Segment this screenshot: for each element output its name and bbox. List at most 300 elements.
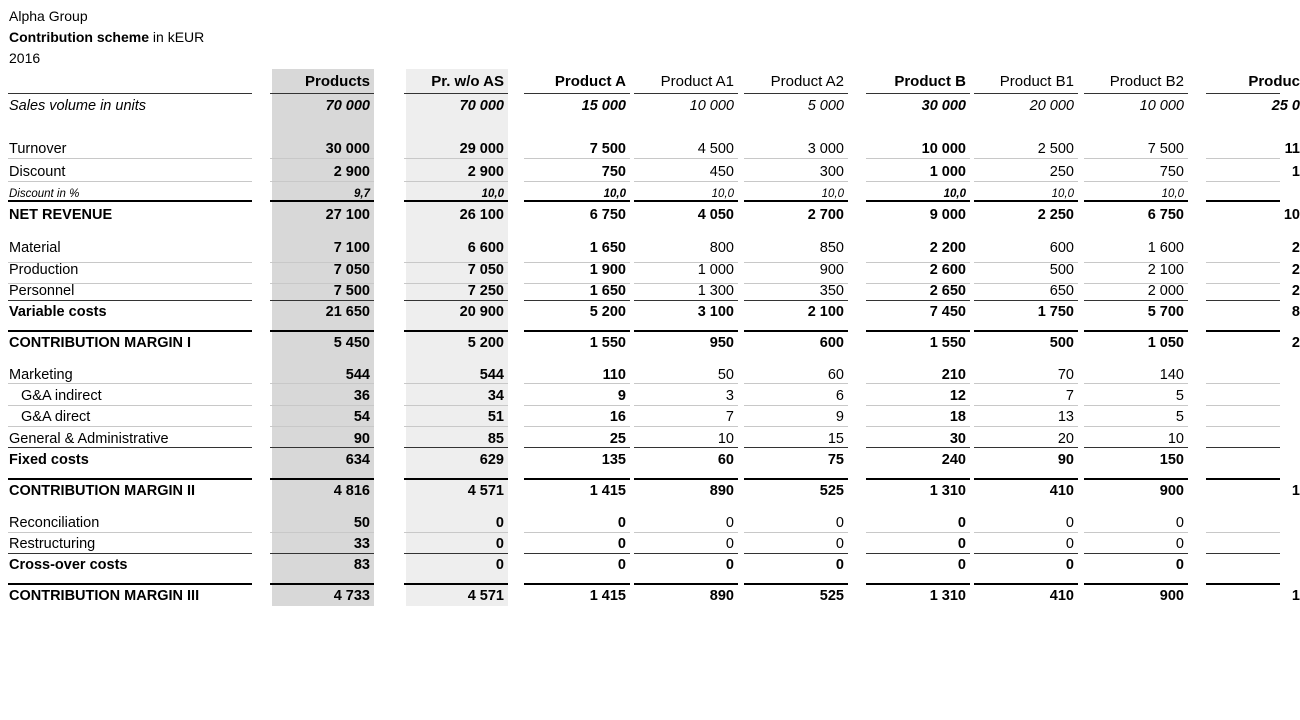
row-rule [1206, 447, 1280, 448]
row-label: CONTRIBUTION MARGIN II [9, 483, 196, 499]
row-rule [270, 478, 374, 480]
table-cell: 0 [835, 515, 844, 531]
table-cell: 1 [1291, 588, 1300, 604]
table-cell: 34 [487, 388, 504, 404]
row-rule [404, 330, 508, 332]
table-cell: 900 [1159, 483, 1184, 499]
row-rule [8, 383, 252, 384]
row-rule [8, 553, 252, 554]
table-cell: 650 [1049, 283, 1074, 299]
table-cell: 10 [1167, 431, 1184, 447]
table-cell: 1 900 [589, 262, 626, 278]
table-cell: 0 [1065, 515, 1074, 531]
table-cell: 2 250 [1037, 207, 1074, 223]
table-cell: 5 200 [467, 335, 504, 351]
table-cell: 890 [709, 483, 734, 499]
row-rule [8, 532, 252, 533]
table-cell: 2 [1291, 262, 1300, 278]
table-cell: 21 650 [325, 304, 370, 320]
table-cell: 890 [709, 588, 734, 604]
table-cell: 7 [725, 409, 734, 425]
table-cell: 0 [617, 515, 626, 531]
row-rule [1206, 262, 1280, 263]
table-cell: 50 [353, 515, 370, 531]
row-rule [1084, 283, 1188, 284]
table-cell: 1 750 [1037, 304, 1074, 320]
table-cell: 10,0 [1161, 188, 1184, 200]
row-rule [974, 181, 1078, 182]
table-cell: 900 [819, 262, 844, 278]
table-cell: 450 [709, 164, 734, 180]
table-cell: 4 816 [333, 483, 370, 499]
row-rule [974, 426, 1078, 427]
row-label: Turnover [9, 141, 67, 157]
table-cell: 5 200 [589, 304, 626, 320]
table-cell: 2 [1291, 283, 1300, 299]
row-rule [634, 405, 738, 406]
row-rule [8, 93, 252, 94]
table-cell: 1 550 [589, 335, 626, 351]
row-rule [866, 426, 970, 427]
table-cell: 750 [1159, 164, 1184, 180]
table-cell: 10,0 [711, 188, 734, 200]
table-cell: 10,0 [943, 188, 966, 200]
row-label: Sales volume in units [9, 98, 147, 114]
table-cell: 20 900 [459, 304, 504, 320]
table-cell: 0 [957, 557, 966, 573]
table-cell: 410 [1049, 588, 1074, 604]
row-rule [270, 532, 374, 533]
table-cell: 60 [717, 452, 734, 468]
row-rule [1084, 478, 1188, 480]
table-cell: 210 [941, 367, 966, 383]
table-cell: 1 310 [929, 483, 966, 499]
table-cell: 9 000 [929, 207, 966, 223]
row-rule [1206, 300, 1280, 301]
row-rule [404, 447, 508, 448]
row-rule [524, 447, 630, 448]
table-cell: 250 [1049, 164, 1074, 180]
row-rule [1084, 532, 1188, 533]
table-cell: 10 000 [689, 98, 734, 114]
row-rule [974, 553, 1078, 554]
table-cell: 15 000 [581, 98, 626, 114]
row-rule [1206, 405, 1280, 406]
table-cell: 500 [1049, 262, 1074, 278]
row-label: Fixed costs [9, 452, 89, 468]
row-rule [404, 262, 508, 263]
table-cell: 12 [949, 388, 966, 404]
table-cell: 1 [1291, 483, 1300, 499]
row-rule [634, 200, 738, 202]
row-label: Material [9, 240, 61, 256]
table-cell: 70 [1057, 367, 1074, 383]
report-title-bold: Contribution scheme [9, 29, 150, 45]
row-rule [524, 200, 630, 202]
row-rule [1084, 447, 1188, 448]
row-label: Cross-over costs [9, 557, 128, 573]
row-rule [524, 532, 630, 533]
table-cell: 90 [1057, 452, 1074, 468]
row-label: Marketing [9, 367, 73, 383]
table-cell: 7 500 [589, 141, 626, 157]
table-cell: 29 000 [459, 141, 504, 157]
row-rule [1084, 426, 1188, 427]
table-cell: 1 650 [589, 283, 626, 299]
row-rule [1206, 200, 1280, 202]
row-rule [8, 405, 252, 406]
row-rule [744, 181, 848, 182]
row-rule [744, 553, 848, 554]
row-rule [270, 583, 374, 585]
row-rule [744, 383, 848, 384]
row-rule [270, 383, 374, 384]
row-rule [974, 300, 1078, 301]
table-cell: 900 [1159, 588, 1184, 604]
table-cell: 18 [949, 409, 966, 425]
table-cell: 0 [1175, 557, 1184, 573]
row-rule [1206, 583, 1280, 585]
row-rule [8, 200, 252, 202]
table-cell: 2 500 [1037, 141, 1074, 157]
table-cell: 750 [601, 164, 626, 180]
row-rule [974, 262, 1078, 263]
table-cell: 150 [1159, 452, 1184, 468]
table-cell: 7 500 [333, 283, 370, 299]
row-rule [1084, 553, 1188, 554]
row-rule [404, 405, 508, 406]
row-rule [634, 553, 738, 554]
row-rule [8, 447, 252, 448]
table-cell: 300 [819, 164, 844, 180]
table-cell: 0 [495, 536, 504, 552]
report-title [9, 29, 204, 45]
table-cell: 3 100 [697, 304, 734, 320]
table-cell: 2 200 [929, 240, 966, 256]
row-rule [866, 330, 970, 332]
row-rule [1206, 553, 1280, 554]
row-rule [974, 583, 1078, 585]
row-rule [974, 405, 1078, 406]
table-cell: 2 900 [333, 164, 370, 180]
table-cell: 0 [495, 515, 504, 531]
table-cell: 70 000 [459, 98, 504, 114]
row-rule [744, 93, 848, 94]
row-rule [270, 262, 374, 263]
row-rule [1206, 283, 1280, 284]
row-rule [404, 426, 508, 427]
row-rule [974, 158, 1078, 159]
row-rule [270, 181, 374, 182]
table-cell: 16 [609, 409, 626, 425]
row-rule [524, 383, 630, 384]
table-cell: 0 [835, 536, 844, 552]
table-cell: 7 250 [467, 283, 504, 299]
row-rule [1084, 583, 1188, 585]
table-cell: 7 050 [333, 262, 370, 278]
table-cell: 0 [1175, 536, 1184, 552]
table-cell: 600 [1049, 240, 1074, 256]
table-cell: 5 000 [807, 98, 844, 114]
row-rule [744, 532, 848, 533]
row-rule [634, 330, 738, 332]
row-rule [866, 200, 970, 202]
table-cell: 4 733 [333, 588, 370, 604]
row-rule [634, 181, 738, 182]
row-rule [866, 181, 970, 182]
row-rule [1206, 330, 1280, 332]
column-header-1: Products [304, 73, 370, 90]
row-rule [1084, 200, 1188, 202]
row-rule [270, 405, 374, 406]
table-cell: 0 [617, 557, 626, 573]
table-cell: 10 [717, 431, 734, 447]
row-rule [974, 532, 1078, 533]
row-label: General & Administrative [9, 431, 169, 447]
row-label: G&A indirect [21, 388, 102, 404]
table-cell: 2 900 [467, 164, 504, 180]
table-cell: 0 [957, 536, 966, 552]
table-cell: 20 [1057, 431, 1074, 447]
row-rule [974, 283, 1078, 284]
table-cell: 1 550 [929, 335, 966, 351]
table-cell: 1 300 [697, 283, 734, 299]
row-rule [524, 93, 630, 94]
table-cell: 6 600 [467, 240, 504, 256]
row-rule [1084, 93, 1188, 94]
row-rule [524, 478, 630, 480]
table-cell: 140 [1159, 367, 1184, 383]
row-rule [634, 93, 738, 94]
table-cell: 0 [617, 536, 626, 552]
row-rule [634, 447, 738, 448]
table-cell: 950 [709, 335, 734, 351]
table-cell: 7 050 [467, 262, 504, 278]
table-cell: 9 [835, 409, 844, 425]
row-rule [1084, 300, 1188, 301]
row-rule [404, 478, 508, 480]
table-cell: 500 [1049, 335, 1074, 351]
table-cell: 7 100 [333, 240, 370, 256]
table-cell: 7 500 [1147, 141, 1184, 157]
table-cell: 2 100 [807, 304, 844, 320]
row-rule [8, 426, 252, 427]
row-rule [744, 300, 848, 301]
row-label: CONTRIBUTION MARGIN I [9, 335, 192, 351]
report-year: 2016 [9, 50, 41, 66]
table-cell: 850 [819, 240, 844, 256]
column-header-7: Product B1 [999, 73, 1074, 90]
table-cell: 0 [957, 515, 966, 531]
row-rule [8, 330, 252, 332]
row-rule [8, 300, 252, 301]
table-cell: 30 000 [325, 141, 370, 157]
row-rule [1084, 405, 1188, 406]
table-cell: 2 650 [929, 283, 966, 299]
row-label: Discount [9, 164, 66, 180]
table-cell: 2 [1291, 240, 1300, 256]
table-cell: 10,0 [1051, 188, 1074, 200]
table-cell: 544 [479, 367, 504, 383]
table-cell: 30 [949, 431, 966, 447]
row-rule [270, 200, 374, 202]
row-rule [404, 532, 508, 533]
table-cell: 1 000 [697, 262, 734, 278]
row-rule [524, 405, 630, 406]
table-cell: 5 [1175, 409, 1184, 425]
row-rule [866, 383, 970, 384]
table-cell: 5 [1175, 388, 1184, 404]
row-rule [8, 262, 252, 263]
row-rule [744, 262, 848, 263]
row-rule [524, 553, 630, 554]
row-rule [270, 283, 374, 284]
table-cell: 0 [725, 536, 734, 552]
row-rule [744, 158, 848, 159]
table-cell: 5 450 [333, 335, 370, 351]
row-rule [866, 447, 970, 448]
row-rule [744, 330, 848, 332]
row-rule [270, 447, 374, 448]
table-cell: 2 600 [929, 262, 966, 278]
table-cell: 60 [827, 367, 844, 383]
table-cell: 4 571 [467, 483, 504, 499]
column-header-3: Product A [554, 73, 626, 90]
table-cell: 10 000 [1139, 98, 1184, 114]
row-rule [8, 583, 252, 585]
row-rule [866, 478, 970, 480]
row-rule [866, 283, 970, 284]
row-rule [1084, 181, 1188, 182]
table-cell: 85 [487, 431, 504, 447]
row-rule [634, 300, 738, 301]
row-rule [1206, 158, 1280, 159]
table-cell: 1 050 [1147, 335, 1184, 351]
row-rule [524, 300, 630, 301]
table-cell: 50 [717, 367, 734, 383]
table-cell: 54 [353, 409, 370, 425]
row-rule [8, 181, 252, 182]
row-rule [744, 478, 848, 480]
row-rule [1084, 383, 1188, 384]
row-label: Discount in % [9, 188, 80, 200]
table-cell: 629 [479, 452, 504, 468]
company-name: Alpha Group [9, 8, 88, 24]
row-rule [634, 383, 738, 384]
row-rule [744, 200, 848, 202]
table-cell: 13 [1057, 409, 1074, 425]
table-cell: 525 [819, 588, 844, 604]
row-rule [404, 200, 508, 202]
table-cell: 1 600 [1147, 240, 1184, 256]
table-cell: 15 [827, 431, 844, 447]
table-cell: 2 700 [807, 207, 844, 223]
row-rule [404, 181, 508, 182]
table-cell: 75 [827, 452, 844, 468]
row-rule [1206, 383, 1280, 384]
table-cell: 2 [1291, 335, 1300, 351]
table-cell: 26 100 [459, 207, 504, 223]
row-rule [744, 426, 848, 427]
table-cell: 2 000 [1147, 283, 1184, 299]
row-rule [744, 583, 848, 585]
row-rule [634, 583, 738, 585]
table-cell: 70 000 [325, 98, 370, 114]
table-cell: 240 [941, 452, 966, 468]
table-cell: 5 700 [1147, 304, 1184, 320]
table-cell: 10,0 [603, 188, 626, 200]
row-rule [974, 93, 1078, 94]
table-cell: 3 [725, 388, 734, 404]
row-rule [866, 532, 970, 533]
row-rule [634, 158, 738, 159]
table-cell: 20 000 [1029, 98, 1074, 114]
table-cell: 0 [495, 557, 504, 573]
table-cell: 6 750 [589, 207, 626, 223]
table-cell: 11 [1284, 141, 1300, 157]
row-rule [1084, 330, 1188, 332]
row-rule [270, 330, 374, 332]
column-header-8: Product B2 [1109, 73, 1184, 90]
table-cell: 9 [617, 388, 626, 404]
row-rule [1206, 532, 1280, 533]
row-rule [866, 300, 970, 301]
row-rule [974, 383, 1078, 384]
row-rule [866, 583, 970, 585]
table-cell: 525 [819, 483, 844, 499]
table-cell: 25 0 [1271, 98, 1300, 114]
row-rule [524, 583, 630, 585]
table-cell: 2 100 [1147, 262, 1184, 278]
table-cell: 7 450 [929, 304, 966, 320]
table-cell: 9,7 [354, 188, 370, 200]
row-rule [524, 283, 630, 284]
table-cell: 110 [602, 367, 626, 383]
table-cell: 1 [1291, 164, 1300, 180]
row-rule [634, 478, 738, 480]
table-cell: 4 571 [467, 588, 504, 604]
row-rule [8, 478, 252, 480]
column-header-5: Product A2 [770, 73, 844, 90]
table-cell: 36 [353, 388, 370, 404]
row-rule [8, 283, 252, 284]
table-cell: 27 100 [325, 207, 370, 223]
row-rule [404, 158, 508, 159]
row-rule [404, 383, 508, 384]
row-rule [524, 181, 630, 182]
row-rule [634, 426, 738, 427]
row-rule [270, 426, 374, 427]
row-label: Personnel [9, 283, 75, 299]
table-cell: 83 [353, 557, 370, 573]
row-rule [744, 405, 848, 406]
row-rule [1206, 478, 1280, 480]
table-cell: 1 650 [589, 240, 626, 256]
table-cell: 0 [1065, 536, 1074, 552]
row-label: Variable costs [9, 304, 107, 320]
table-cell: 1 415 [589, 588, 626, 604]
table-cell: 1 000 [929, 164, 966, 180]
table-cell: 30 000 [921, 98, 966, 114]
row-rule [1206, 426, 1280, 427]
table-cell: 8 [1291, 304, 1300, 320]
table-cell: 0 [1065, 557, 1074, 573]
table-cell: 10,0 [481, 188, 504, 200]
row-label: CONTRIBUTION MARGIN III [9, 588, 200, 604]
row-rule [866, 405, 970, 406]
table-cell: 1 415 [589, 483, 626, 499]
row-rule [866, 262, 970, 263]
